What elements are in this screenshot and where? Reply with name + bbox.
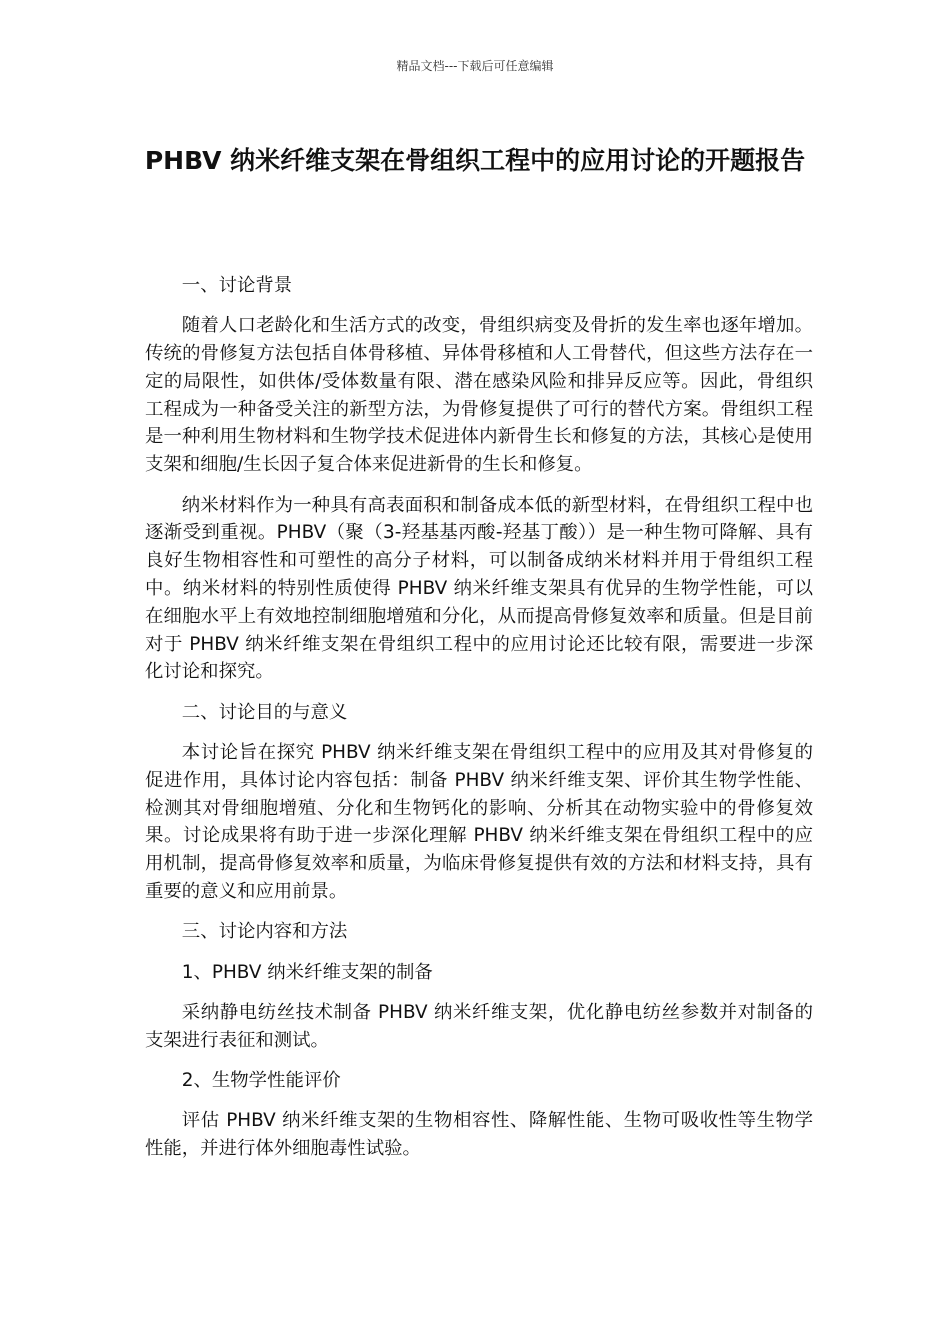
background-paragraph-1: 随着人口老龄化和生活方式的改变，骨组织病变及骨折的发生率也逐年增加。传统的骨修复方法包括自体骨移植、异体骨移植和人工骨替代，但这些方法存在一定的局限性，如供体/受体数量有限、潜在感染风险和排异反应等。因此，骨组织工程成为一种备受关注的新型方法，为骨修复提供了可行的替代方案。骨组织工程是一种利用生物材料和生物学技术促进体内新骨生长和修复的方法，其核心是使用支架和细胞/生长因子复合体来促进新骨的生长和修复。: [145, 315, 813, 476]
section-heading-background: 一、讨论背景: [181, 275, 293, 296]
document-body: [145, 272, 813, 1175]
subsection-heading-preparation: 1、PHBV 纳米纤维支架的制备: [181, 961, 433, 983]
preparation-paragraph: 采纳静电纺丝技术制备 PHBV 纳米纤维支架，优化静电纺丝参数并对制备的支架进行表征和测试。: [145, 1001, 813, 1051]
evaluation-paragraph: 评估 PHBV 纳米纤维支架的生物相容性、降解性能、生物可吸收性等生物学性能，并进行体外细胞毒性试验。: [145, 1110, 813, 1160]
subsection-heading-evaluation: 2、生物学性能评价: [181, 1069, 341, 1091]
page-header-note: 精品文档---下载后可任意编辑: [396, 59, 554, 73]
section-heading-purpose: 二、讨论目的与意义: [181, 701, 348, 723]
section-heading-methods: 三、讨论内容和方法: [181, 921, 348, 943]
background-paragraph-2: 纳米材料作为一种具有高表面积和制备成本低的新型材料，在骨组织工程中也逐渐受到重视。PHBV（聚（3-羟基基丙酸-羟基丁酸））是一种生物可降解、具有良好生物相容性和可塑性的高分子材料，可以制备成纳米材料并用于骨组织工程中。纳米材料的特别性质使得 PHBV 纳米纤维支架具有优异的生物学性能，可以在细胞水平上有效地控制细胞增殖和分化，从而提高骨修复效率和质量。但是目前对于 PHBV 纳米纤维支架在骨组织工程中的应用讨论还比较有限，需要进一步深化讨论和探究。: [145, 494, 813, 683]
purpose-paragraph: 本讨论旨在探究 PHBV 纳米纤维支架在骨组织工程中的应用及其对骨修复的促进作用，具体讨论内容包括：制备 PHBV 纳米纤维支架、评价其生物学性能、检测其对骨细胞增殖、分化和生物钙化的影响、分析其在动物实验中的骨修复效果。讨论成果将有助于进一步深化理解 PHBV 纳米纤维支架在骨组织工程中的应用机制，提高骨修复效率和质量，为临床骨修复提供有效的方法和材料支持，具有重要的意义和应用前景。: [145, 741, 813, 902]
document-title: PHBV 纳米纤维支架在骨组织工程中的应用讨论的开题报告: [144, 146, 806, 175]
